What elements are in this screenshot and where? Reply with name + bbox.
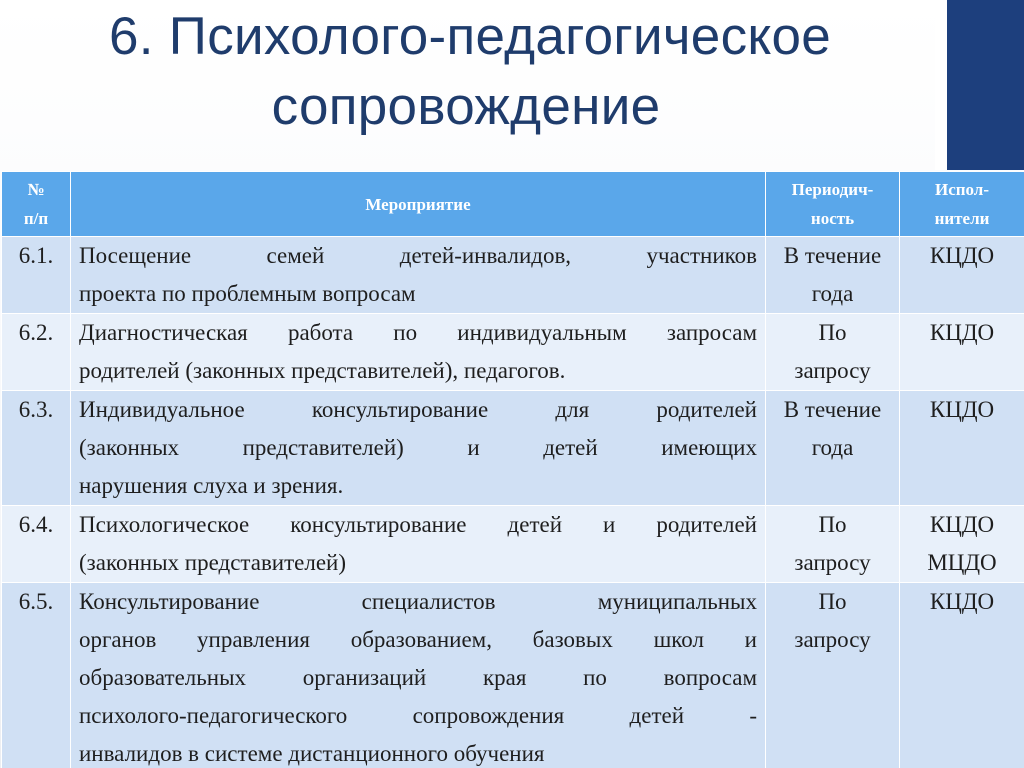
activity-line: психолого-педагогического сопровождения детей -: [79, 703, 757, 728]
cell-number: 6.2.: [2, 314, 71, 391]
table-row: [2, 237, 1024, 314]
activity-line: проекта по проблемным вопросам: [79, 281, 416, 306]
cell-activity: [71, 237, 766, 314]
executor-line: КЦДО: [929, 243, 995, 268]
cell-number: 6.3.: [2, 391, 71, 506]
cell-periodicity: [766, 391, 900, 506]
executor-line: КЦДО: [929, 589, 995, 614]
cell-executors: [900, 314, 1024, 391]
periodicity-line: запросу: [794, 550, 871, 575]
executor-line: КЦДО: [929, 320, 995, 345]
activity-line: инвалидов в системе дистанционного обучения: [79, 741, 545, 766]
periodicity-line: запросу: [794, 358, 871, 383]
table-row: [2, 583, 1024, 768]
activity-line: Консультирование специалистов муниципальных: [79, 589, 757, 614]
cell-number: 6.5.: [2, 583, 71, 768]
cell-periodicity: [766, 237, 900, 314]
cell-executors: [900, 237, 1024, 314]
periodicity-line: года: [811, 435, 854, 460]
periodicity-line: По: [818, 512, 847, 537]
activity-line: нарушения слуха и зрения.: [79, 473, 344, 498]
header-periodicity-line-2: ность: [810, 209, 855, 228]
header-executors-line-2: нители: [934, 209, 990, 228]
periodicity-line: года: [811, 281, 854, 306]
periodicity-line: В течение: [783, 397, 882, 422]
activity-line: Психологическое консультирование детей и родителей: [79, 512, 757, 537]
header-periodicity: [766, 172, 900, 237]
table-row: [2, 391, 1024, 506]
activity-line: родителей (законных представителей), педагогов.: [79, 358, 566, 383]
periodicity-line: По: [818, 589, 847, 614]
activity-table: [1, 171, 1024, 768]
cell-number: 6.1.: [2, 237, 71, 314]
cell-activity: [71, 583, 766, 768]
cell-executors: [900, 391, 1024, 506]
header-number-line-2: п/п: [23, 209, 49, 228]
header-activity: Мероприятие: [71, 172, 766, 237]
cell-executors: [900, 583, 1024, 768]
header-number-line-1: №: [27, 180, 45, 199]
executor-line: МЦДО: [927, 550, 997, 575]
activity-line: образовательных организаций края по вопросам: [79, 665, 757, 690]
table-row: [2, 506, 1024, 583]
header-executors-line-1: Испол-: [934, 180, 990, 199]
cell-number: 6.4.: [2, 506, 71, 583]
activity-line: Индивидуальное консультирование для родителей: [79, 397, 757, 422]
activity-line: органов управления образованием, базовых школ и: [79, 627, 757, 652]
slide-title: [0, 0, 940, 170]
activity-line: Диагностическая работа по индивидуальным запросам: [79, 320, 757, 345]
activity-line: Посещение семей детей-инвалидов, участников: [79, 243, 757, 268]
activity-line: (законных представителей) и детей имеющих: [79, 435, 757, 460]
cell-activity: [71, 391, 766, 506]
header-number: [2, 172, 71, 237]
header-executors: [900, 172, 1024, 237]
periodicity-line: В течение: [783, 243, 882, 268]
table-header-row: [2, 172, 1024, 237]
cell-activity: [71, 314, 766, 391]
periodicity-line: По: [818, 320, 847, 345]
cell-periodicity: [766, 506, 900, 583]
cell-periodicity: [766, 314, 900, 391]
table-body: [2, 237, 1024, 768]
executor-line: КЦДО: [929, 512, 995, 537]
slide-title-line-1: 6. Психолого-педагогическое: [108, 7, 832, 66]
accent-bar: [947, 0, 1024, 170]
executor-line: КЦДО: [929, 397, 995, 422]
activity-line: (законных представителей): [79, 550, 347, 575]
header-periodicity-line-1: Периодич-: [791, 180, 874, 199]
cell-periodicity: [766, 583, 900, 768]
table-row: [2, 314, 1024, 391]
cell-executors: [900, 506, 1024, 583]
slide-title-line-2: сопровождение: [271, 77, 661, 136]
cell-activity: [71, 506, 766, 583]
periodicity-line: запросу: [794, 627, 871, 652]
